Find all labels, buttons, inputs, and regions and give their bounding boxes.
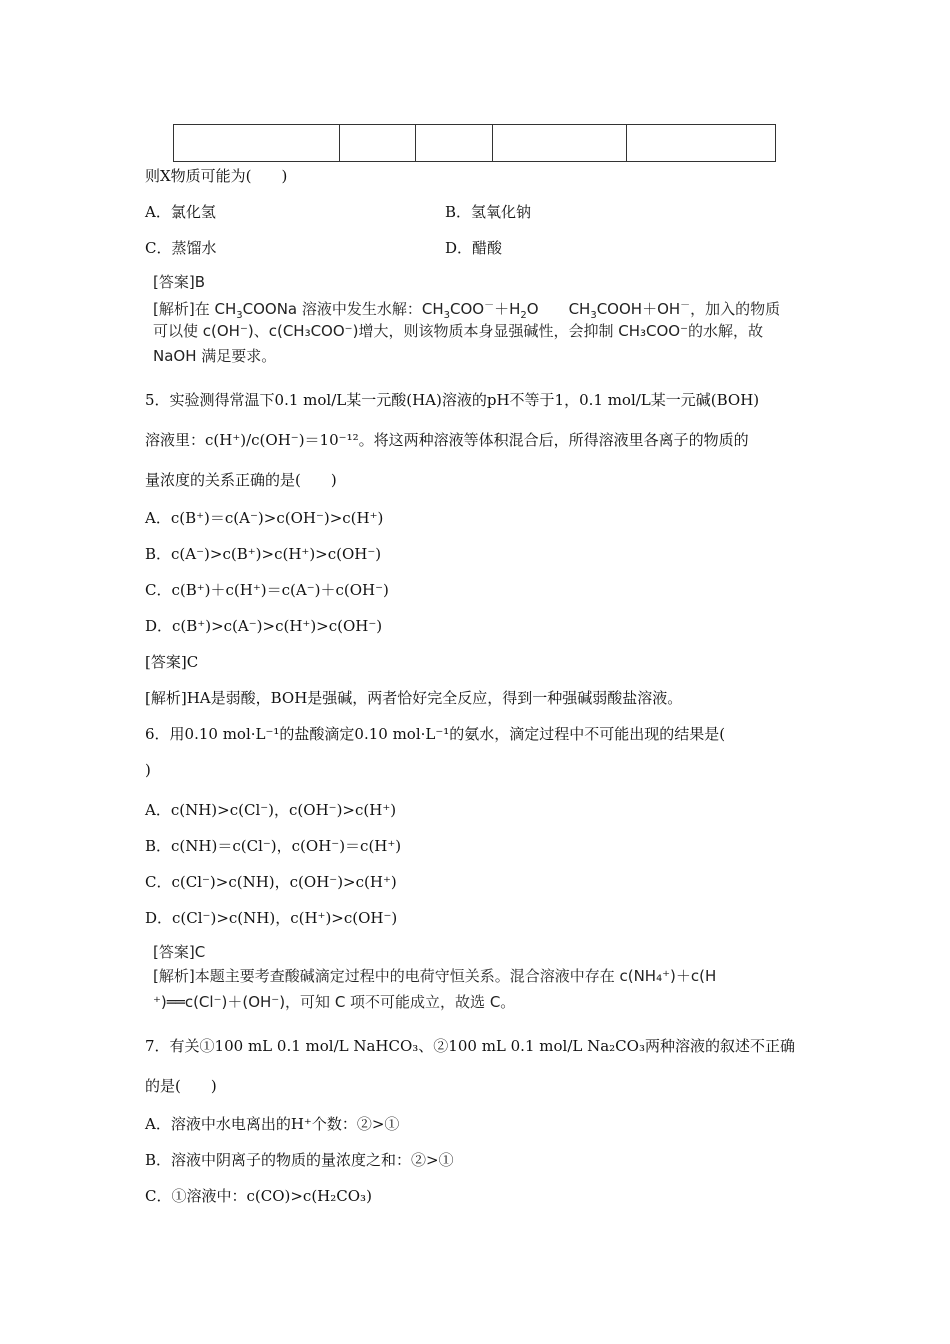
q6-option-c: C．c(Cl⁻)>c(NH)，c(OH⁻)>c(H⁺) — [145, 873, 397, 891]
q5-option-a: A．c(B⁺)＝c(A⁻)>c(OH⁻)>c(H⁺) — [145, 509, 384, 527]
table-cell — [493, 125, 627, 162]
q4-option-b: B．氢氧化钠 — [445, 203, 532, 221]
q4-answer: [答案]B — [153, 273, 205, 291]
q5-option-c: C．c(B⁺)＋c(H⁺)＝c(A⁻)＋c(OH⁻) — [145, 581, 389, 599]
q5-stem-line3: 量浓度的关系正确的是( ) — [145, 471, 337, 489]
q7-option-a: A．溶液中水电离出的H⁺个数：②>① — [145, 1115, 400, 1133]
q4-option-c: C．蒸馏水 — [145, 239, 217, 257]
q5-analysis: [解析]HA是弱酸，BOH是强碱，两者恰好完全反应，得到一种强碱弱酸盐溶液。 — [145, 689, 683, 707]
q6-stem-line1: 6．用0.10 mol·L⁻¹的盐酸滴定0.10 mol·L⁻¹的氨水，滴定过程中不可能出现的结果是( — [145, 725, 726, 743]
q6-option-b: B．c(NH)＝c(Cl⁻)，c(OH⁻)＝c(H⁺) — [145, 837, 402, 855]
q7-option-c: C．①溶液中：c(CO)>c(H₂CO₃) — [145, 1187, 372, 1205]
q7-stem-line2: 的是( ) — [145, 1077, 217, 1095]
q5-stem-line2: 溶液里：c(H⁺)/c(OH⁻)＝10⁻¹²。将这两种溶液等体积混合后，所得溶液里各离子的物质的 — [145, 431, 749, 449]
q6-analysis-line2: ⁺)══c(Cl⁻)＋(OH⁻)，可知 C 项不可能成立，故选 C。 — [153, 993, 516, 1011]
table-cell — [627, 125, 776, 162]
q5-option-b: B．c(A⁻)>c(B⁺)>c(H⁺)>c(OH⁻) — [145, 545, 382, 563]
q4-option-d: D．醋酸 — [445, 239, 503, 257]
q6-answer: [答案]C — [153, 943, 206, 961]
q5-stem-line1: 5．实验测得常温下0.1 mol/L某一元酸(HA)溶液的pH不等于1，0.1 mol/L某一元碱(BOH) — [145, 391, 760, 409]
q4-analysis-line3: NaOH 满足要求。 — [153, 347, 277, 365]
table-cell — [340, 125, 416, 162]
q5-answer: [答案]C — [145, 653, 199, 671]
q5-option-d: D．c(B⁺)>c(A⁻)>c(H⁺)>c(OH⁻) — [145, 617, 383, 635]
table-row — [174, 125, 776, 162]
q4-stem: 则X物质可能为( ) — [145, 167, 288, 185]
table-cell — [416, 125, 493, 162]
data-table — [173, 124, 776, 162]
q6-stem-line2: ) — [145, 761, 151, 779]
q7-option-b: B．溶液中阴离子的物质的量浓度之和：②>① — [145, 1151, 454, 1169]
q6-option-a: A．c(NH)>c(Cl⁻)，c(OH⁻)>c(H⁺) — [145, 801, 397, 819]
q7-stem-line1: 7．有关①100 mL 0.1 mol/L NaHCO₃、②100 mL 0.1 mol/L Na₂CO₃两种溶液的叙述不正确 — [145, 1037, 795, 1055]
table-cell — [174, 125, 340, 162]
q4-analysis-line2: 可以使 c(OH⁻)、c(CH₃COO⁻)增大，则该物质本身显强碱性，会抑制 CH₃COO⁻的水解，故 — [153, 322, 763, 340]
q6-analysis-line1: [解析]本题主要考查酸碱滴定过程中的电荷守恒关系。混合溶液中存在 c(NH₄⁺)＋c(H — [153, 967, 717, 985]
q4-analysis-line1: [解析]在 $CH_3COONa$ 溶液中发生水解：$CH_3COO^-+H_2O$ $CH_3COOH+OH^-$，加入的物质 — [153, 300, 781, 321]
q4-option-a: A．氯化氢 — [145, 203, 216, 221]
q6-option-d: D．c(Cl⁻)>c(NH)，c(H⁺)>c(OH⁻) — [145, 909, 398, 927]
